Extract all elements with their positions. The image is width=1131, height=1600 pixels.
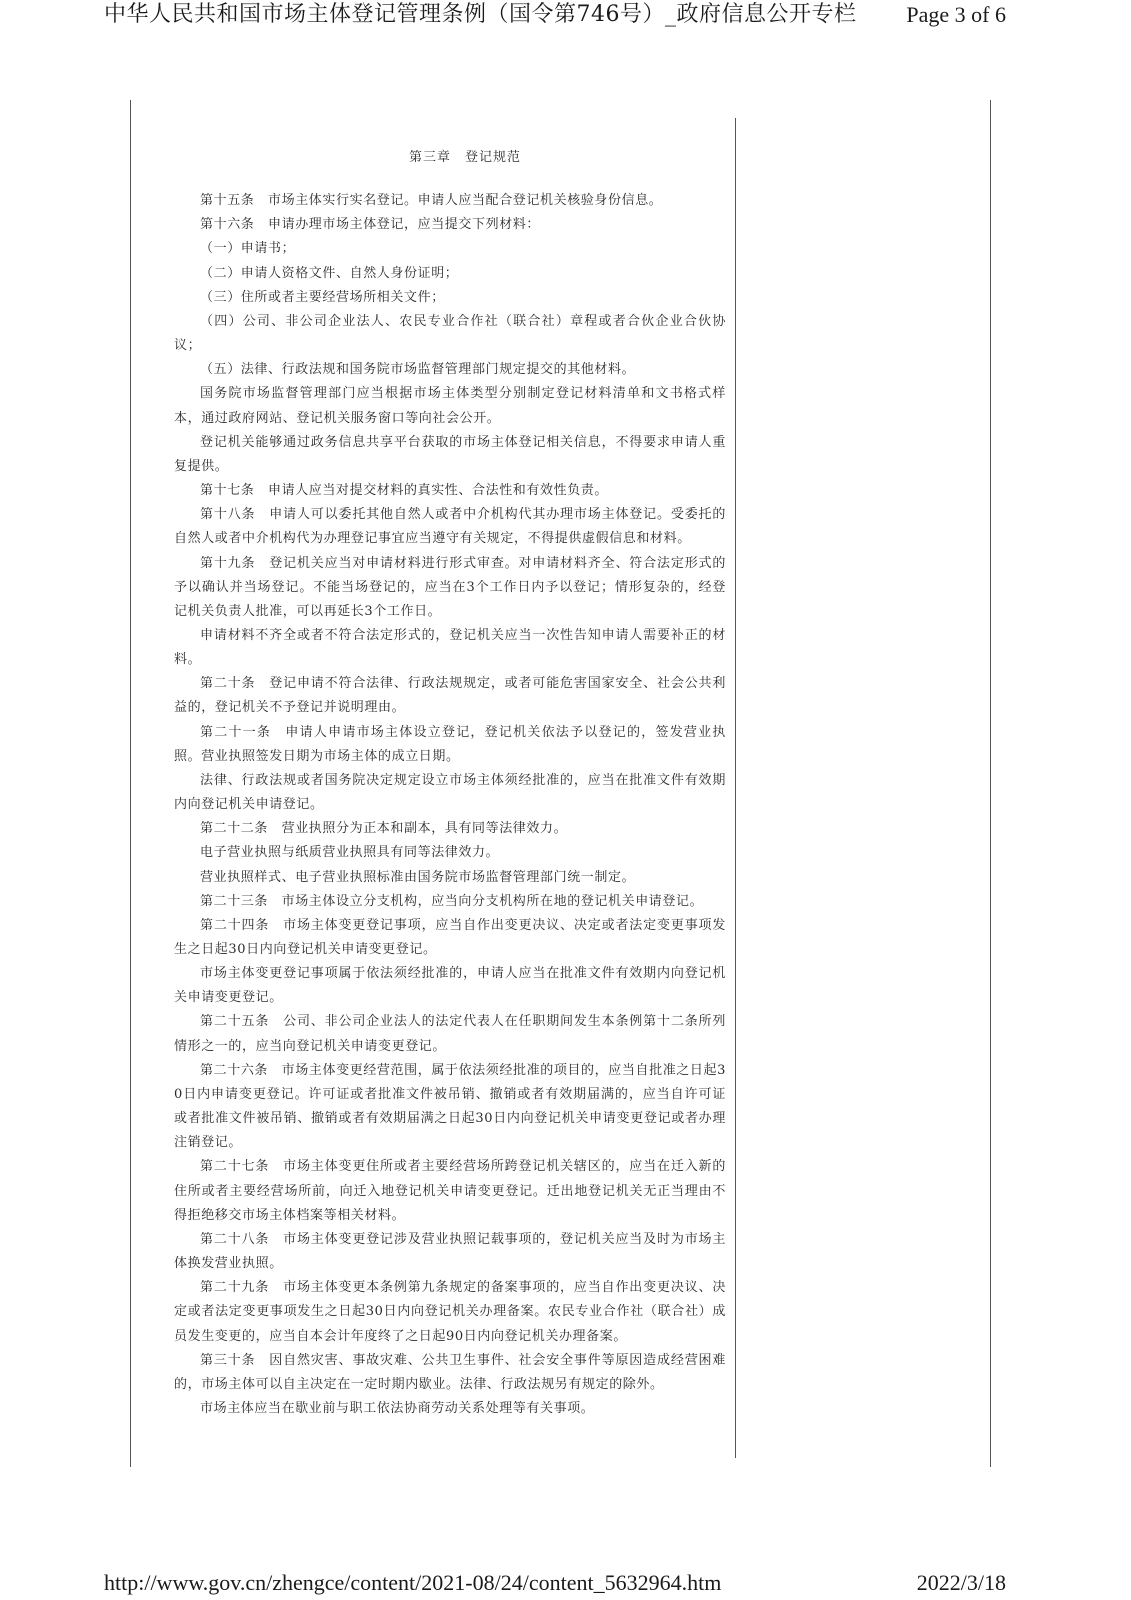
article-paragraph: 国务院市场监督管理部门应当根据市场主体类型分别制定登记材料清单和文书格式样本，通过政府网站、登记机关服务窗口等向社会公开。 [174,386,726,426]
page-indicator: Page 3 of 6 [906,2,1006,27]
document-body [174,146,726,1421]
article-paragraph: （二）申请人资格文件、自然人身份证明； [200,265,459,281]
article-paragraph: （三）住所或者主要经营场所相关文件； [200,289,445,305]
article-paragraph: 申请材料不齐全或者不符合法定形式的，登记机关应当一次性告知申请人需要补正的材料。 [174,627,726,668]
left-page-border [130,100,131,1467]
article-paragraph: 第二十四条 市场主体变更登记事项，应当自作出变更决议、决定或者法定变更事项发生之日起30日内向登记机关申请变更登记。 [174,917,726,957]
article-paragraph: 第二十六条 市场主体变更经营范围，属于依法须经批准的项目的，应当自批准之日起30日内申请变更登记。许可证或者批准文件被吊销、撤销或者有效期届满的，应当自许可证或者批准文件被吊销、撤销或者有效期届满之日起30日内向登记机关申请变更登记或者办理注销登记。 [174,1062,726,1151]
article-paragraph: 第十九条 登记机关应当对申请材料进行形式审查。对申请材料齐全、符合法定形式的予以确认并当场登记。不能当场登记的，应当在3个工作日内予以登记；情形复杂的，经登记机关负责人批准，可以再延长3个工作日。 [174,555,726,619]
article-paragraph: 第十八条 申请人可以委托其他自然人或者中介机构代其办理市场主体登记。受委托的自然人或者中介机构代为办理登记事宜应当遵守有关规定，不得提供虚假信息和材料。 [174,507,726,547]
article-paragraph: 营业执照样式、电子营业执照标准由国务院市场监督管理部门统一制定。 [200,869,636,885]
article-paragraph: （五）法律、行政法规和国务院市场监督管理部门规定提交的其他材料。 [200,362,636,378]
article-paragraph: （四）公司、非公司企业法人、农民专业合作社（联合社）章程或者合伙企业合伙协议； [174,313,726,354]
article-paragraph: 第十六条 申请办理市场主体登记，应当提交下列材料： [200,217,541,233]
article-paragraph: 第二十三条 市场主体设立分支机构，应当向分支机构所在地的登记机关申请登记。 [200,893,704,909]
article-paragraph: 市场主体应当在歇业前与职工依法协商劳动关系处理等有关事项。 [200,1400,595,1416]
article-paragraph: 第二十七条 市场主体变更住所或者主要经营场所跨登记机关辖区的，应当在迁入新的住所或者主要经营场所前，向迁入地登记机关申请变更登记。迁出地登记机关无正当理由不得拒绝移交市场主体档案等相关材料。 [174,1159,726,1223]
right-page-border [990,100,991,1467]
article-paragraph: 法律、行政法规或者国务院决定规定设立市场主体须经批准的，应当在批准文件有效期内向登记机关申请登记。 [174,772,726,813]
article-paragraph: 第二十九条 市场主体变更本条例第九条规定的备案事项的，应当自作出变更决议、决定或者法定变更事项发生之日起30日内向登记机关办理备案。农民专业合作社（联合社）成员发生变更的，应当自本会计年度终了之日起90日内向登记机关办理备案。 [174,1280,726,1344]
article-paragraph: 第三十条 因自然灾害、事故灾难、公共卫生事件、社会安全事件等原因造成经营困难的，市场主体可以自主决定在一定时期内歇业。法律、行政法规另有规定的除外。 [174,1352,726,1392]
content-right-border [735,118,736,1458]
article-paragraph: 登记机关能够通过政务信息共享平台获取的市场主体登记相关信息，不得要求申请人重复提供。 [174,434,726,474]
article-paragraph: 第二十八条 市场主体变更登记涉及营业执照记载事项的，登记机关应当及时为市场主体换发营业执照。 [174,1231,726,1272]
article-paragraph: 电子营业执照与纸质营业执照具有同等法律效力。 [200,845,500,861]
chapter-title: 第三章 登记规范 [408,150,521,165]
article-paragraph: 第二十二条 营业执照分为正本和副本，具有同等法律效力。 [200,821,568,837]
article-paragraph: 第二十一条 申请人申请市场主体设立登记，登记机关依法予以登记的，签发营业执照。营业执照签发日期为市场主体的成立日期。 [174,724,726,764]
source-url: http://www.gov.cn/zhengce/content/2021-08/24/content_5632964.htm [104,1570,722,1595]
article-paragraph: 第十五条 市场主体实行实名登记。申请人应当配合登记机关核验身份信息。 [200,193,663,209]
article-paragraph: 第二十五条 公司、非公司企业法人的法定代表人在任职期间发生本条例第十二条所列情形之一的，应当向登记机关申请变更登记。 [174,1014,726,1054]
article-list [174,189,726,1421]
article-paragraph: 市场主体变更登记事项属于依法须经批准的，申请人应当在批准文件有效期内向登记机关申请变更登记。 [174,966,726,1006]
article-paragraph: （一）申请书； [200,241,296,257]
document-title: 中华人民共和国市场主体登记管理条例（国令第746号）_政府信息公开专栏 [104,2,857,27]
article-paragraph: 第十七条 申请人应当对提交材料的真实性、合法性和有效性负责。 [200,483,609,499]
print-date: 2022/3/18 [916,1570,1006,1595]
article-paragraph: 第二十条 登记申请不符合法律、行政法规规定，或者可能危害国家安全、社会公共利益的，登记机关不予登记并说明理由。 [174,676,726,716]
